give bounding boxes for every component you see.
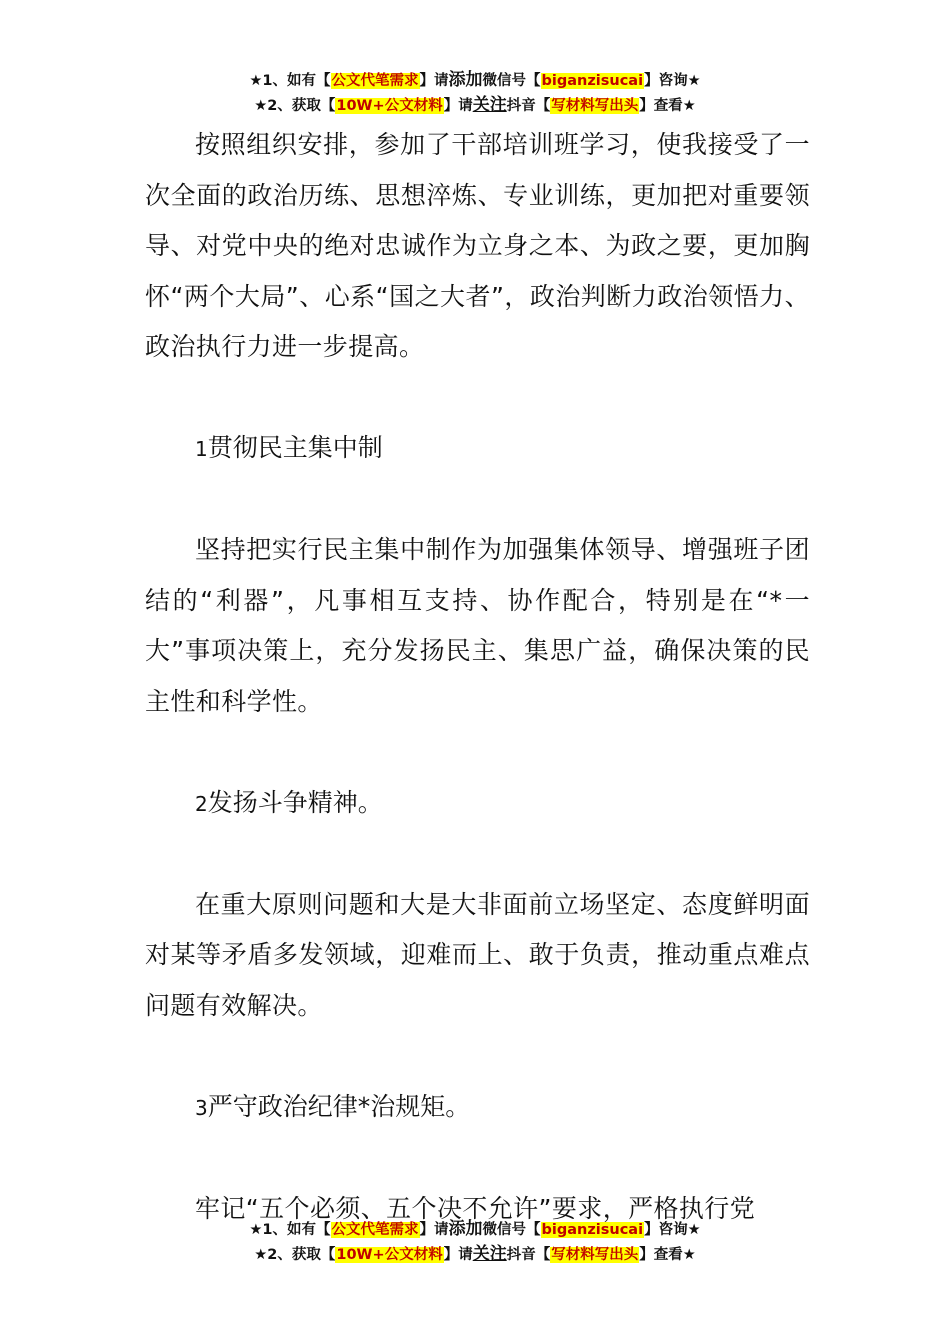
footer-banner: [0, 1217, 950, 1267]
footer-banner-line-1: ★1、如有【公文代笔需求】请添加微信号【biganzisucai】咨询★: [249, 1219, 701, 1239]
banner-highlight-wechat-id: biganzisucai: [541, 73, 644, 89]
footer-highlight-wechat-id: biganzisucai: [541, 1222, 644, 1238]
document-body: [145, 120, 810, 1234]
footer-banner-line-2: ★2、获取【10W+公文材料】请关注抖音【写材料写出头】查看★: [254, 1244, 696, 1264]
header-banner: [0, 68, 950, 118]
footer-highlight-materials: 10W+公文材料: [336, 1247, 443, 1263]
banner-line-1: ★1、如有【公文代笔需求】请添加微信号【biganzisucai】咨询★: [249, 70, 701, 90]
section-heading-3: 3严守政治纪律*治规矩。: [195, 1091, 471, 1121]
intro-paragraph: 按照组织安排，参加了干部培训班学习，使我接受了一次全面的政治历练、思想淬炼、专业训练，更加把对重要领导、对党中央的绝对忠诚作为立身之本、为政之要，更加胸怀“两个大局”、心系“国之大者”，政治判断力政治领悟力、政治执行力进一步提高。: [145, 130, 810, 361]
section-heading-1: 1贯彻民主集中制: [195, 433, 383, 462]
section-body-2: 在重大原则问题和大是大非面前立场坚定、态度鲜明面对某等矛盾多发领域，迎难而上、敢于负责，推动重点难点问题有效解决。: [145, 889, 810, 1020]
banner-highlight-materials: 10W+公文材料: [336, 98, 443, 114]
banner-highlight-service: 公文代笔需求: [331, 73, 419, 89]
section-heading-2: 2发扬斗争精神。: [195, 787, 383, 817]
footer-highlight-douyin: 写材料写出头: [551, 1247, 639, 1263]
footer-highlight-service: 公文代笔需求: [331, 1222, 419, 1238]
section-body-3: 牢记“五个必须、五个决不允许”要求，严格执行党: [195, 1193, 756, 1223]
section-body-1: 坚持把实行民主集中制作为加强集体领导、增强班子团结的“利器”，凡事相互支持、协作配合，特别是在“*一大”事项决策上，充分发扬民主、集思广益，确保决策的民主性和科学性。: [145, 535, 810, 716]
banner-highlight-douyin: 写材料写出头: [551, 98, 639, 114]
banner-line-2: ★2、获取【10W+公文材料】请关注抖音【写材料写出头】查看★: [254, 95, 696, 115]
